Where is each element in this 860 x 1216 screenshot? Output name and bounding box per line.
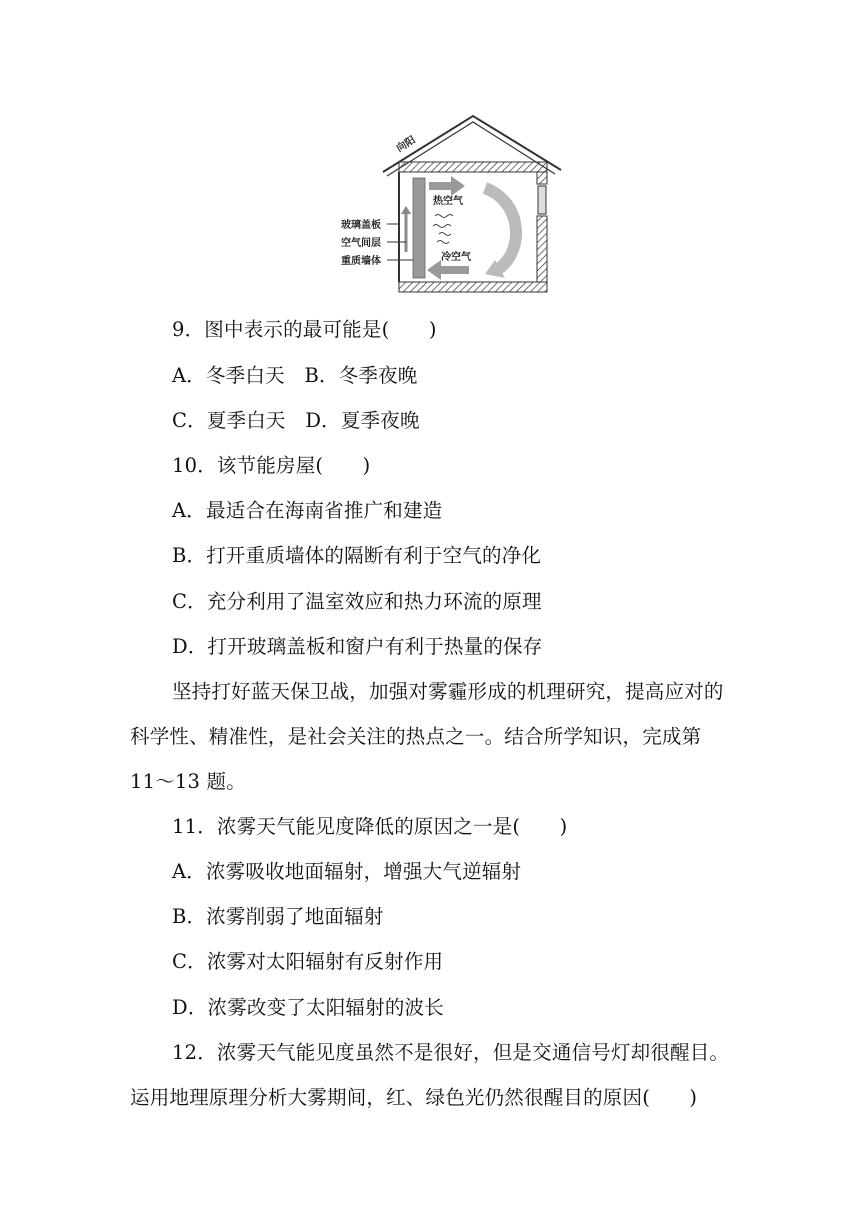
q12-stem-line-1: 12．浓雾天气能见度虽然不是很好，但是交通信号灯却很醒目。 [172, 1041, 730, 1064]
house-diagram [335, 112, 565, 302]
circulation-arrow [485, 188, 516, 278]
hot-air-label: 热空气 [433, 196, 463, 207]
q11-stem: 11．浓雾天气能见度降低的原因之一是( ) [172, 815, 568, 838]
floor [399, 282, 547, 292]
q10-option-a: A．最适合在海南省推广和建造 [172, 499, 443, 522]
right-wall [537, 216, 547, 282]
air-layer-label: 空气间层 [341, 238, 381, 249]
q11-option-a: A．浓雾吸收地面辐射，增强大气逆辐射 [172, 860, 522, 883]
ceiling [399, 162, 547, 172]
roof-label: 向阳 [394, 134, 418, 155]
heavy-wall-label: 重质墙体 [341, 256, 381, 267]
passage-line-3: 11～13 题。 [130, 770, 246, 793]
q9-stem: 9．图中表示的最可能是( ) [172, 318, 437, 341]
q10-option-b: B．打开重质墙体的隔断有利于空气的净化 [172, 544, 542, 567]
heavy-wall [413, 178, 425, 278]
q11-option-c: C．浓雾对太阳辐射有反射作用 [172, 950, 444, 973]
q11-option-b: B．浓雾削弱了地面辐射 [172, 905, 384, 928]
glass-cover-label: 玻璃盖板 [341, 220, 381, 231]
window [538, 186, 546, 214]
air-layer-up-arrow [401, 206, 411, 252]
passage-line-1: 坚持打好蓝天保卫战，加强对雾霾形成的机理研究，提高应对的 [172, 680, 724, 703]
q10-option-d: D．打开玻璃盖板和窗户有利于热量的保存 [172, 635, 543, 658]
q12-stem-line-2: 运用地理原理分析大雾期间，红、绿色光仍然很醒目的原因( ) [130, 1086, 698, 1109]
passage-line-2: 科学性、精准性，是社会关注的热点之一。结合所学知识，完成第 [130, 725, 702, 748]
q9-option-cd: C．夏季白天 D．夏季夜晚 [172, 409, 420, 432]
q11-option-d: D．浓雾改变了太阳辐射的波长 [172, 996, 444, 1019]
heat-wave-lines [433, 215, 453, 244]
cold-air-label: 冷空气 [441, 252, 471, 263]
cold-air-arrow [427, 260, 469, 280]
right-wall-top [537, 172, 547, 184]
hot-air-arrow [429, 176, 465, 196]
q10-stem: 10．该节能房屋( ) [172, 454, 371, 477]
q9-option-ab: A．冬季白天 B．冬季夜晚 [172, 364, 418, 387]
q10-option-c: C．充分利用了温室效应和热力环流的原理 [172, 590, 542, 613]
